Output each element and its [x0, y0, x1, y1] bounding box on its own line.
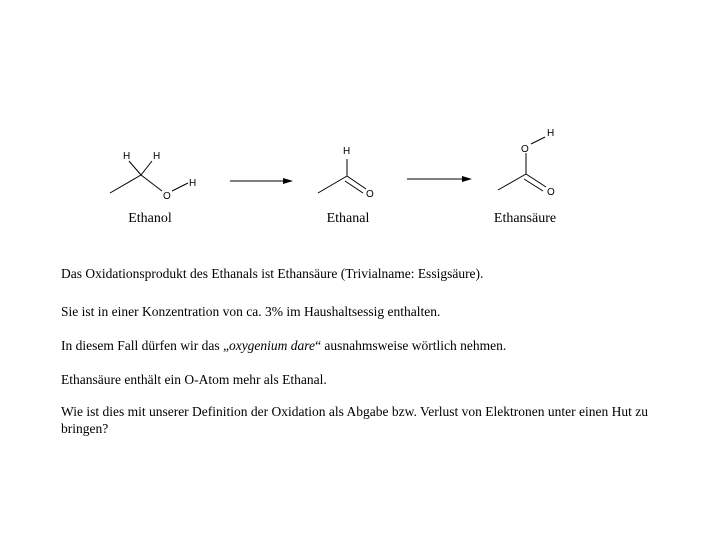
ethanol-atom-o: O: [163, 191, 171, 202]
label-ethanol: Ethanol: [128, 211, 172, 226]
ethanol-atom-h3: H: [189, 178, 197, 189]
ethanal-atom-o: O: [366, 189, 374, 200]
ethansaeure-atom-o-carbonyl: O: [547, 187, 555, 198]
ethanal-atom-h: H: [343, 146, 351, 157]
ethanol-structure: [110, 161, 188, 193]
paragraph-konzentration: Sie ist in einer Konzentration von ca. 3% im Haushaltsessig enthalten.: [61, 304, 441, 319]
ethanol-atom-h2: H: [153, 151, 161, 162]
paragraph-oxygenium-dare: [61, 337, 691, 354]
reaction-arrow-2: [407, 176, 472, 182]
ethanol-atom-h1: H: [123, 151, 131, 162]
latin-phrase: oxygenium dare: [228, 338, 316, 353]
paragraph-o-atom: Ethansäure enthält ein O-Atom mehr als Ethanal.: [61, 372, 327, 387]
label-ethanal: Ethanal: [326, 211, 370, 226]
ethanal-structure: [318, 159, 366, 193]
ethansaeure-atom-o-hydroxyl: O: [521, 144, 529, 155]
paragraph-oxidationsprodukt: Das Oxidationsprodukt des Ethanals ist Ethansäure (Trivialname: Essigsäure).: [61, 266, 484, 281]
label-ethansaeure: Ethansäure: [493, 211, 557, 226]
ethansaeure-atom-h: H: [547, 128, 555, 139]
paragraph-oxygenium-dare-start: In diesem Fall dürfen wir das „: [61, 338, 229, 353]
reaction-arrow-1: [230, 178, 293, 184]
paragraph-oxygenium-dare-end: “ ausnahmsweise wörtlich nehmen.: [315, 338, 507, 353]
paragraph-question: Wie ist dies mit unserer Definition der Oxidation als Abgabe bzw. Verlust von Elektronen unter einen Hut zu bringen?: [61, 404, 648, 436]
